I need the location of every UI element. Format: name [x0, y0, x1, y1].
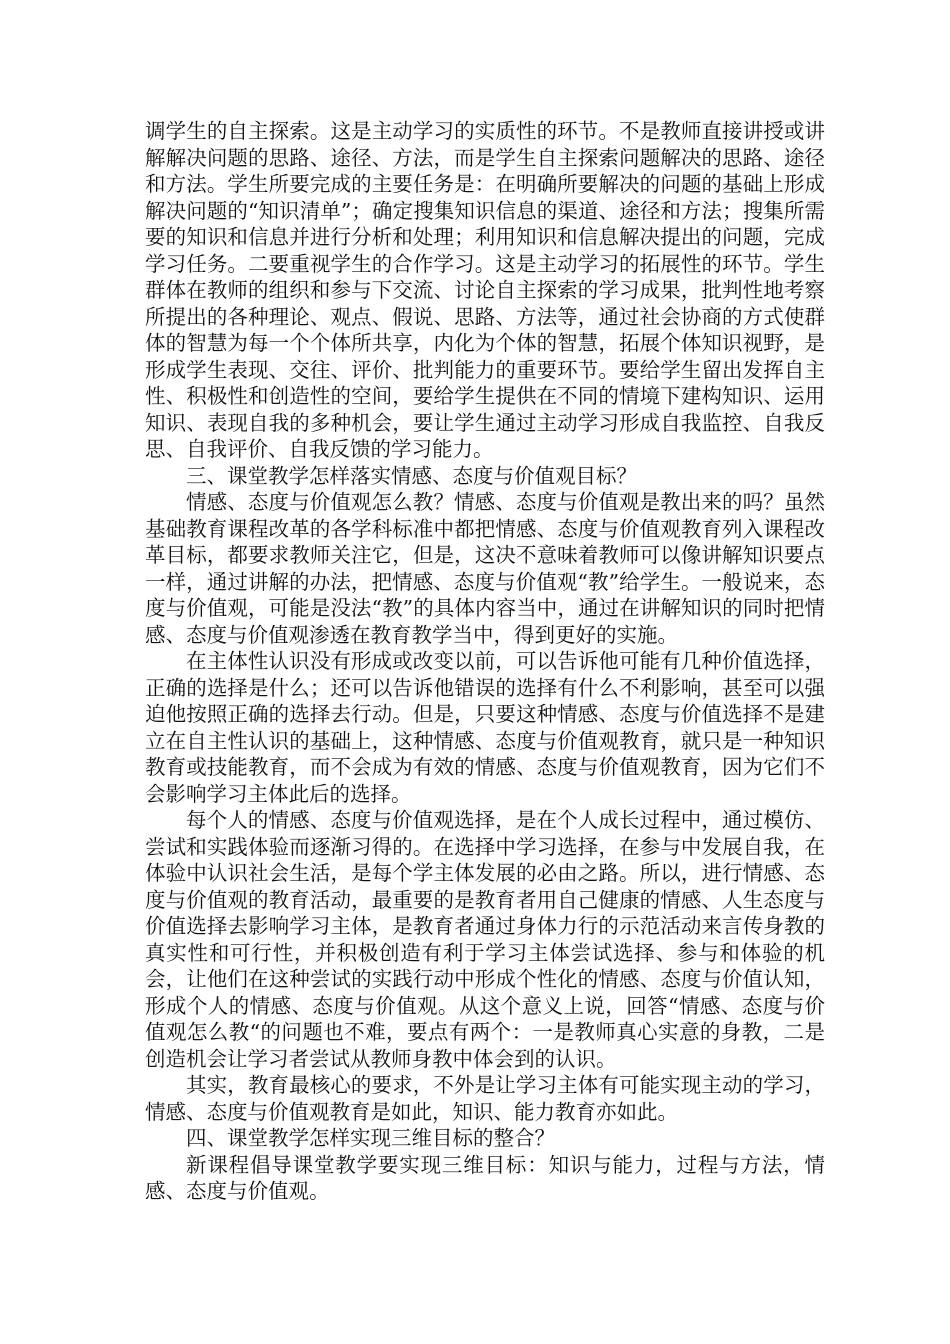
- paragraph: 每个人的情感、态度与价值观选择，是在个人成长过程中，通过模仿、尝试和实践体验而逐渐习得的。在选择中学习选择，在参与中发展自我，在体验中认识社会生活，是每个学主体发展的必由之路。所以，进行情感、态度与价值观的教育活动，最重要的是教育者用自己健康的情感、人生态度与价值选择去影响学习主体，是教育者通过身体力行的示范活动来言传身教的真实性和可行性，并积极创造有利于学习主体尝试选择、参与和体验的机会，让他们在这种尝试的实践行动中形成个性化的情感、态度与价值认知，形成个人的情感、态度与价值观。从这个意义上说，回答“情感、态度与价值观怎么教“的问题也不难，要点有两个：一是教师真心实意的身教，二是创造机会让学习者尝试从教师身教中体会到的认识。: [145, 808, 825, 1071]
- paragraph: 情感、态度与价值观怎么教？情感、态度与价值观是教出来的吗？虽然基础教育课程改革的各学科标准中都把情感、态度与价值观教育列入课程改革目标，都要求教师关注它，但是，这决不意味着教师可以像讲解知识要点一样，通过讲解的办法，把情感、态度与价值观“教”给学生。一般说来，态度与价值观，可能是没法“教”的具体内容当中，通过在讲解知识的同时把情感、态度与价值观渗透在教育教学当中，得到更好的实施。: [145, 490, 825, 647]
- section-heading-4: 四、课堂教学怎样实现三维目标的整合？: [186, 1126, 555, 1150]
- paragraph: 在主体性认识没有形成或改变以前，可以告诉他可能有几种价值选择，正确的选择是什么；还可以告诉他错误的选择有什么不利影响，甚至可以强迫他按照正确的选择去行动。但是，只要这种情感、态度与价值选择不是建立在自主性认识的基础上，这种情感、态度与价值观教育，就只是一种知识教育或技能教育，而不会成为有效的情感、态度与价值观教育，因为它们不会影响学习主体此后的选择。: [145, 649, 825, 806]
- paragraph-continuation: 调学生的自主探索。这是主动学习的实质性的环节。不是教师直接讲授或讲解解决问题的思路、途径、方法，而是学生自主探索问题解决的思路、途径和方法。学生所要完成的主要任务是：在明确所要解决的问题的基础上形成解决问题的“知识清单”；确定搜集知识信息的渠道、途径和方法；搜集所需要的知识和信息并进行分析和处理；利用知识和信息解决提出的问题，完成学习任务。二要重视学生的合作学习。这是主动学习的拓展性的环节。学生群体在教师的组织和参与下交流、讨论自主探索的学习成果，批判性地考察所提出的各种理论、观点、假说、思路、方法等，通过社会协商的方式使群体的智慧为每一个个体所共享，内化为个体的智慧，拓展个体知识视野，是形成学生表现、交往、评价、批判能力的重要环节。要给学生留出发挥自主性、积极性和创造性的空间，要给学生提供在不同的情境下建构知识、运用知识、表现自我的多种机会，要让学生通过主动学习形成自我监控、自我反思、自我评价、自我反馈的学习能力。: [145, 119, 825, 461]
- paragraph: 新课程倡导课堂教学要实现三维目标：知识与能力，过程与方法，情感、态度与价值观。: [145, 1152, 825, 1203]
- document-body: [145, 118, 825, 1205]
- paragraph: 其实，教育最核心的要求，不外是让学习主体有可能实现主动的学习，情感、态度与价值观教育是如此，知识、能力教育亦如此。: [145, 1073, 825, 1124]
- section-heading-3: 三、课堂教学怎样落实情感、态度与价值观目标？: [186, 463, 637, 488]
